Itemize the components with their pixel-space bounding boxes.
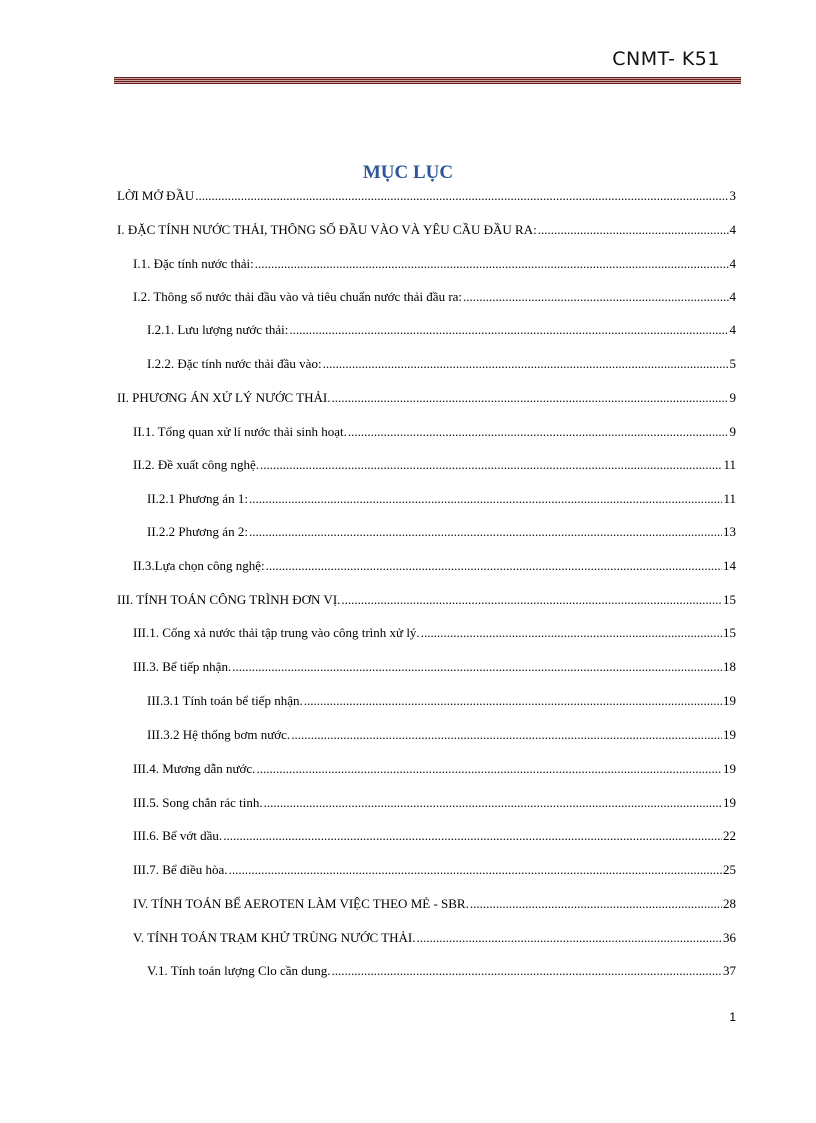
- toc-leader-dots: [348, 423, 729, 441]
- toc-entry-page: 15: [723, 592, 736, 607]
- toc-leader-dots: [266, 557, 722, 575]
- toc-entry-label: LỜI MỞ ĐẦU: [117, 188, 195, 203]
- toc-entry[interactable]: [133, 255, 736, 273]
- toc-entry-label: I.2.1. Lưu lượng nước thải:: [147, 322, 289, 337]
- toc-entry-page: 14: [723, 558, 736, 573]
- toc-entry-label: II.2.1 Phương án 1:: [147, 491, 248, 506]
- toc-entry[interactable]: [133, 288, 736, 306]
- toc-entry-label: III.3. Bể tiếp nhận.: [133, 659, 232, 674]
- toc-entry[interactable]: [147, 726, 736, 744]
- toc-entry-label: II.2. Đề xuất công nghệ.: [133, 457, 259, 472]
- header-text: CNMT- K51: [612, 48, 720, 70]
- toc-entry-page: 37: [723, 963, 736, 978]
- toc-leader-dots: [249, 490, 723, 508]
- toc-leader-dots: [289, 321, 728, 339]
- toc-entry[interactable]: [147, 523, 736, 541]
- toc-entry-page: 9: [729, 424, 736, 439]
- toc-entry-label: III.3.2 Hệ thống bơm nước.: [147, 727, 291, 742]
- toc-entry[interactable]: [133, 794, 736, 812]
- toc-entry-label: I. ĐẶC TÍNH NƯỚC THẢI, THÔNG SỐ ĐẦU VÀO VÀ YÊU CẦU ĐẦU RA:: [117, 222, 537, 237]
- toc-leader-dots: [416, 929, 722, 947]
- toc-entry[interactable]: [133, 861, 736, 879]
- toc-leader-dots: [331, 389, 728, 407]
- toc-leader-dots: [249, 523, 722, 541]
- toc-leader-dots: [255, 255, 729, 273]
- toc-leader-dots: [232, 658, 722, 676]
- toc-leader-dots: [256, 760, 722, 778]
- toc-entry-label: III.4. Mương dẫn nước.: [133, 761, 256, 776]
- toc-entry[interactable]: [117, 221, 736, 239]
- toc-leader-dots: [332, 962, 722, 980]
- toc-entry-label: V.1. Tính toán lượng Clo cần dung.: [147, 963, 331, 978]
- toc-entry-label: II. PHƯƠNG ÁN XỬ LÝ NƯỚC THẢI.: [117, 390, 331, 405]
- toc-entry-page: 4: [729, 289, 736, 304]
- toc-entry-label: III.5. Song chắn rác tinh.: [133, 795, 263, 810]
- toc-entry-page: 4: [729, 322, 736, 337]
- toc-entry-label: III. TÍNH TOÁN CÔNG TRÌNH ĐƠN VỊ.: [117, 592, 341, 607]
- toc-entry-label: IV. TÍNH TOÁN BỂ AEROTEN LÀM VIỆC THEO MẺ - SBR.: [133, 896, 469, 911]
- toc-entry[interactable]: [133, 929, 736, 947]
- toc-entry[interactable]: [117, 389, 736, 407]
- toc-entry-page: 5: [729, 356, 736, 371]
- toc-entry-page: 19: [723, 761, 736, 776]
- toc-leader-dots: [223, 827, 722, 845]
- toc-entry[interactable]: [117, 187, 736, 205]
- toc-entry[interactable]: [133, 456, 736, 474]
- toc-entry-page: 9: [729, 390, 736, 405]
- toc-entry[interactable]: [133, 557, 736, 575]
- toc-leader-dots: [470, 895, 722, 913]
- toc-entry-page: 3: [729, 188, 736, 203]
- toc-entry[interactable]: [133, 423, 736, 441]
- toc-entry-page: 19: [723, 795, 736, 810]
- toc-entry[interactable]: [133, 658, 736, 676]
- toc-leader-dots: [264, 794, 722, 812]
- toc-entry-page: 4: [729, 222, 736, 237]
- toc-entry-page: 19: [723, 727, 736, 742]
- toc-leader-dots: [463, 288, 728, 306]
- toc-entry[interactable]: [133, 895, 736, 913]
- toc-entry-page: 18: [723, 659, 736, 674]
- toc-entry-page: 25: [723, 862, 736, 877]
- toc-entry[interactable]: [133, 827, 736, 845]
- toc-entry[interactable]: [117, 591, 736, 609]
- toc-leader-dots: [421, 624, 722, 642]
- toc-entry[interactable]: [147, 692, 736, 710]
- toc-entry-page: 13: [723, 524, 736, 539]
- toc-leader-dots: [341, 591, 722, 609]
- toc-leader-dots: [323, 355, 729, 373]
- toc-leader-dots: [291, 726, 722, 744]
- toc-entry[interactable]: [147, 962, 736, 980]
- toc-entry-label: V. TÍNH TOÁN TRẠM KHỬ TRÙNG NƯỚC THẢI.: [133, 930, 416, 945]
- toc-entry-page: 4: [729, 256, 736, 271]
- page-number: 1: [729, 1010, 736, 1024]
- toc-entry-page: 22: [723, 828, 736, 843]
- toc-entry-page: 36: [723, 930, 736, 945]
- toc-entry[interactable]: [133, 624, 736, 642]
- toc-entry-page: 11: [723, 457, 736, 472]
- toc-entry-page: 28: [723, 896, 736, 911]
- toc-entry-page: 15: [723, 625, 736, 640]
- toc-entry-label: III.7. Bể điều hòa.: [133, 862, 228, 877]
- toc-leader-dots: [260, 456, 722, 474]
- toc-entry-label: II.1. Tổng quan xử lí nước thải sinh hoạt.: [133, 424, 347, 439]
- toc-leader-dots: [195, 187, 728, 205]
- toc-entry-page: 19: [723, 693, 736, 708]
- toc-entry-label: II.2.2 Phương án 2:: [147, 524, 248, 539]
- toc-entry[interactable]: [147, 321, 736, 339]
- toc-entry-label: I.2.2. Đặc tính nước thải đầu vào:: [147, 356, 322, 371]
- toc-entry-page: 11: [723, 491, 736, 506]
- toc-entry[interactable]: [147, 490, 736, 508]
- toc-entry-label: III.3.1 Tính toán bể tiếp nhận.: [147, 693, 303, 708]
- toc-entry-label: I.1. Đặc tính nước thải:: [133, 256, 254, 271]
- toc-entry-label: III.1. Cống xả nước thải tập trung vào công trình xử lý.: [133, 625, 420, 640]
- toc-title: MỤC LỤC: [362, 162, 454, 183]
- toc-leader-dots: [229, 861, 722, 879]
- toc-leader-dots: [538, 221, 729, 239]
- toc-leader-dots: [304, 692, 722, 710]
- toc-entry-label: III.6. Bể vớt dầu.: [133, 828, 223, 843]
- toc-entry[interactable]: [133, 760, 736, 778]
- toc-entry[interactable]: [147, 355, 736, 373]
- toc-entry-label: I.2. Thông số nước thải đầu vào và tiêu chuẩn nước thải đầu ra:: [133, 289, 463, 304]
- toc-entry-label: II.3.Lựa chọn công nghệ:: [133, 558, 265, 573]
